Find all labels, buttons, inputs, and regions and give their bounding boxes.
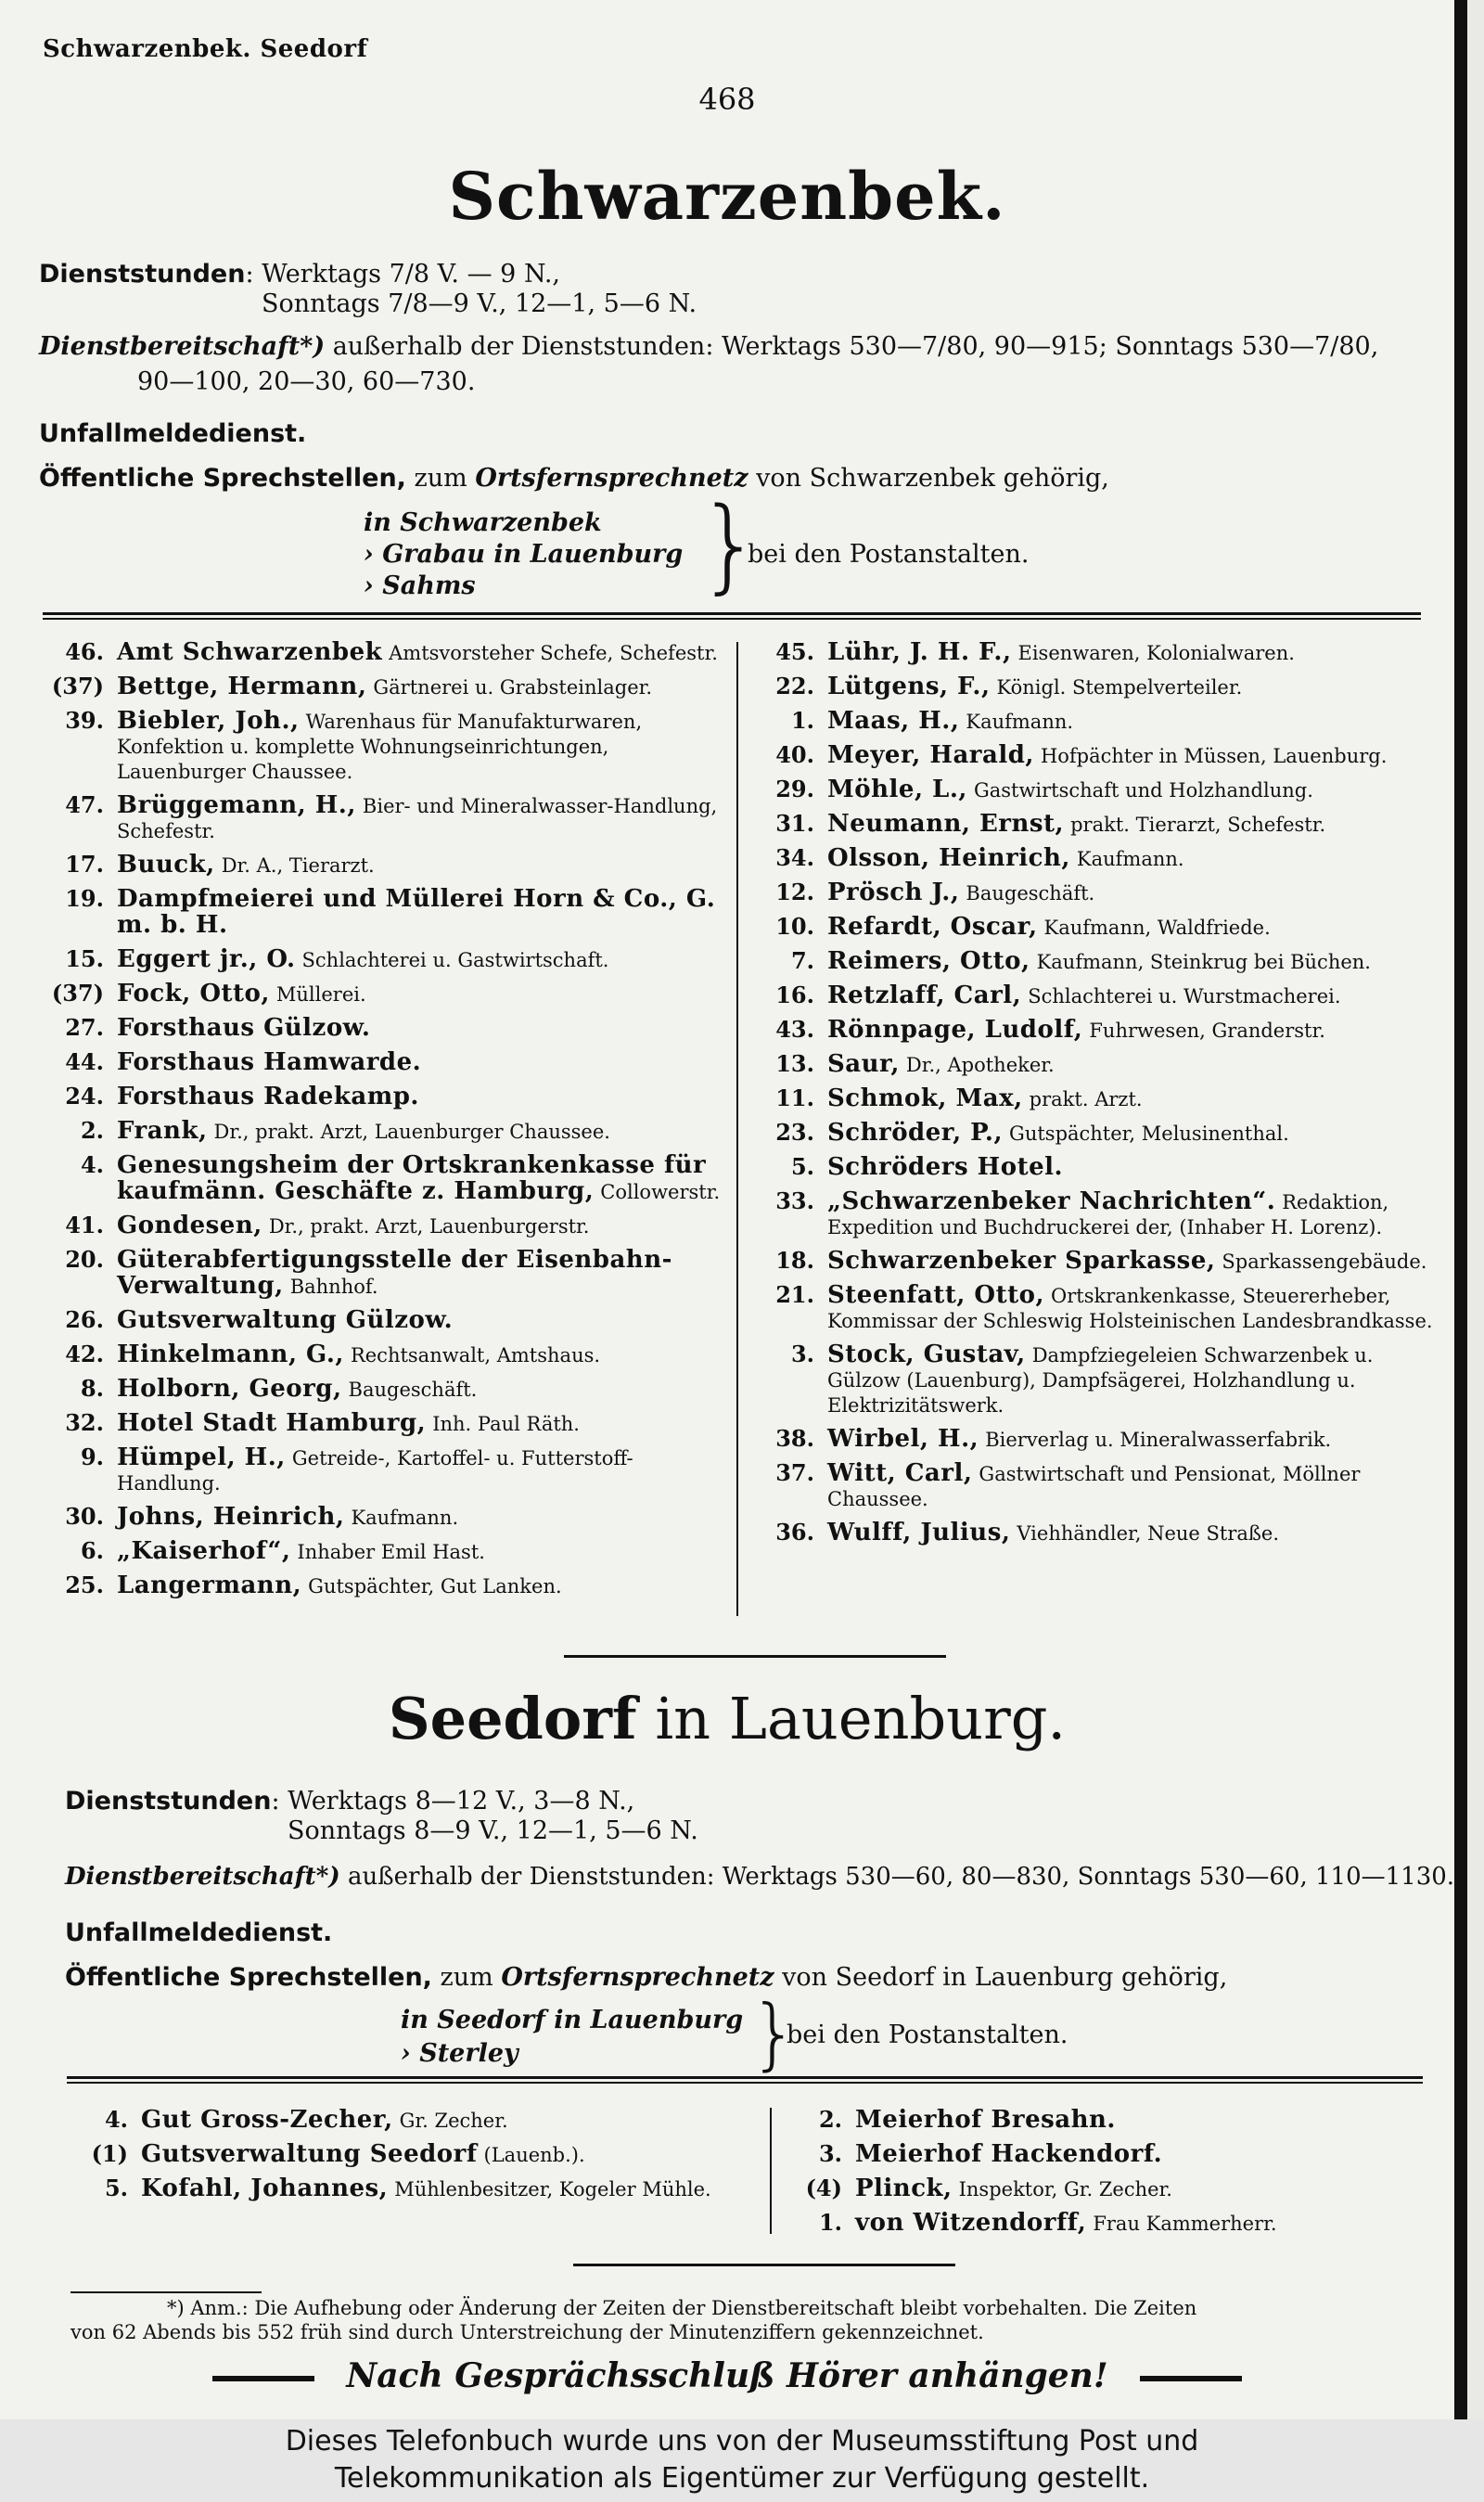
bereitschaft-label: Dienstbereitschaft*): [39, 332, 326, 361]
entry-name: Meierhof Hackendorf.: [855, 2140, 1163, 2168]
list-item: [753, 812, 1439, 838]
unfallmeldedienst: Unfallmeldedienst.: [39, 419, 307, 448]
entry-number: (4): [805, 2175, 842, 2201]
footnote-divider: [573, 2264, 955, 2266]
entry-name: Lühr, J. H. F.,: [827, 638, 1012, 666]
entry-name: Hotel Stadt Hamburg,: [117, 1409, 427, 1437]
entry-name: Saur,: [827, 1050, 900, 1078]
entry-name: von Witzendorff,: [855, 2209, 1087, 2237]
seedorf-column-divider: [770, 2108, 772, 2234]
entry-name: Eggert jr., O.: [117, 945, 296, 973]
entry-description: Müllerei.: [275, 983, 366, 1006]
list-item: [43, 1153, 725, 1205]
entry-description: Bier- und Mineralwasser-Handlung, Schefestr.: [117, 795, 718, 842]
entry-number: 7.: [790, 947, 814, 974]
footer-credit: [0, 2423, 1484, 2497]
entry-name: Meierhof Bresahn.: [855, 2106, 1116, 2134]
entry-number: (37): [51, 980, 104, 1007]
entry-number: 1.: [790, 707, 814, 734]
entry-number: 26.: [65, 1306, 104, 1333]
entry-name: Gondesen,: [117, 1212, 262, 1239]
entry-name: Hümpel, H.,: [117, 1443, 286, 1471]
entry-name: Buuck,: [117, 851, 215, 879]
entry-description: Königl. Stempelverteiler.: [996, 676, 1243, 699]
section-divider: [43, 612, 1421, 620]
slogan-dash-left: [212, 2376, 314, 2381]
short-divider: [564, 1655, 946, 1658]
entry-name: Wirbel, H.,: [827, 1425, 979, 1453]
list-item: [753, 777, 1439, 803]
entry-name: Prösch J.,: [827, 879, 960, 906]
entry-name: Witt, Carl,: [827, 1459, 973, 1487]
entry-description: Gutspächter, Melusinenthal.: [1009, 1123, 1289, 1145]
entry-name: „Kaiserhof“,: [117, 1537, 291, 1565]
entry-description: Amtsvorsteher Schefe, Schefestr.: [389, 642, 718, 664]
entry-description: Schlachterei u. Gastwirtschaft.: [301, 949, 609, 971]
list-item: [753, 1249, 1439, 1275]
seedorf-oeffentliche-label: Öffentliche Sprechstellen,: [65, 1963, 432, 1992]
footnote-line1: *) Anm.: Die Aufhebung oder Änderung der Zeiten der Dienstbereitschaft bleibt vorbehalten. Die Zeiten: [167, 2297, 1197, 2319]
bereitschaft-row: [39, 332, 1378, 361]
running-title: Schwarzenbek. Seedorf: [43, 35, 368, 63]
entry-description: Kaufmann, Waldfriede.: [1043, 917, 1271, 939]
entry-name: Forsthaus Hamwarde.: [117, 1048, 422, 1076]
entry-name: Genesungsheim der Ortskrankenkasse für kaufmänn. Geschäfte z. Hamburg,: [117, 1151, 707, 1205]
entry-description: Inh. Paul Räth.: [432, 1413, 580, 1435]
seedorf-bereitschaft-label: Dienstbereitschaft*): [65, 1863, 340, 1891]
entry-name: Lütgens, F.,: [827, 673, 991, 700]
list-item: [781, 2176, 1430, 2202]
seedorf-unfallmeldedienst: Unfallmeldedienst.: [65, 1918, 333, 1947]
entry-description: Dr., prakt. Arzt, Lauenburgerstr.: [268, 1215, 590, 1238]
entry-name: Olsson, Heinrich,: [827, 844, 1070, 872]
entry-name: Gutsverwaltung Seedorf: [141, 2140, 478, 2168]
entry-description: (Lauenb.).: [483, 2144, 585, 2166]
entry-name: Rönnpage, Ludolf,: [827, 1016, 1083, 1044]
list-item: [753, 880, 1439, 906]
entry-description: Inspektor, Gr. Zecher.: [958, 2178, 1172, 2200]
seedorf-oeffentliche-text: zum: [440, 1963, 493, 1992]
list-item: [753, 1189, 1439, 1240]
list-item: [753, 1121, 1439, 1147]
entry-name: Maas, H.,: [827, 707, 960, 735]
bereitschaft-text: außerhalb der Dienststunden: Werktags 530—7/80, 90—915; Sonntags 530—7/80,: [332, 332, 1379, 361]
list-item: [43, 982, 725, 1007]
entry-number: 21.: [775, 1281, 814, 1308]
list-item: [43, 853, 725, 879]
entry-name: Dampfmeierei und Müllerei Horn & Co., G. m. b. H.: [117, 885, 716, 939]
entry-name: Reimers, Otto,: [827, 947, 1030, 975]
list-item: [781, 2142, 1430, 2168]
list-item: [753, 1018, 1439, 1044]
entry-number: 25.: [65, 1572, 104, 1598]
slogan-dash-right: [1140, 2376, 1242, 2381]
entry-number: 23.: [775, 1119, 814, 1146]
entry-number: 45.: [775, 638, 814, 665]
entry-name: Steenfatt, Otto,: [827, 1281, 1044, 1309]
entry-name: Bettge, Hermann,: [117, 673, 367, 700]
seedorf-place-1: in Seedorf in Lauenburg: [401, 2006, 744, 2034]
entry-number: 6.: [80, 1537, 104, 1564]
entry-number: (37): [51, 673, 104, 699]
entry-description: Kaufmann.: [351, 1507, 459, 1529]
entry-description: Sparkassengebäude.: [1222, 1251, 1427, 1273]
entry-name: Wulff, Julius,: [827, 1519, 1011, 1546]
entry-name: Möhle, L.,: [827, 776, 967, 803]
entry-name: Frank,: [117, 1117, 208, 1145]
list-item: [43, 947, 725, 973]
entry-number: 13.: [775, 1050, 814, 1077]
list-item: [43, 640, 725, 666]
oeffentliche-label: Öffentliche Sprechstellen,: [39, 464, 406, 493]
entry-name: Schmok, Max,: [827, 1084, 1023, 1112]
dienststunden-row: Dienststunden: Werktags 7/8 V. — 9 N.,: [39, 260, 561, 289]
entry-name: Güterabfertigungsstelle der Eisenbahn-Verwaltung,: [117, 1246, 672, 1300]
list-item: [43, 1377, 725, 1403]
entry-number: 37.: [775, 1459, 814, 1486]
seedorf-title-bold: Seedorf: [388, 1685, 637, 1752]
entry-name: Forsthaus Radekamp.: [117, 1083, 419, 1110]
entry-number: 19.: [65, 885, 104, 912]
entry-name: Schröder, P.,: [827, 1119, 1004, 1147]
list-item: [43, 1573, 725, 1599]
entry-description: Viehhändler, Neue Straße.: [1017, 1522, 1280, 1545]
list-item: [43, 1411, 725, 1437]
seedorf-title-rest: in Lauenburg.: [655, 1685, 1067, 1752]
entry-number: 9.: [80, 1443, 104, 1470]
entry-description: prakt. Tierarzt, Schefestr.: [1070, 814, 1326, 836]
list-item: [753, 640, 1439, 666]
place-2: › Grabau in Lauenburg: [364, 540, 684, 569]
entry-number: 8.: [80, 1375, 104, 1402]
entry-description: Dampfziegeleien Schwarzenbek u. Gülzow (Lauenburg), Dampfsägerei, Holzhandlung u. Elektrizitätswerk.: [827, 1344, 1374, 1417]
list-item: [753, 1427, 1439, 1453]
oeffentliche-text2: von Schwarzenbek gehörig,: [756, 464, 1109, 493]
list-item: [753, 846, 1439, 872]
slogan-row: [0, 2356, 1454, 2395]
entry-number: 1.: [818, 2209, 842, 2236]
entry-number: 12.: [775, 879, 814, 905]
entry-description: Bierverlag u. Mineralwasserfabrik.: [985, 1429, 1332, 1451]
entry-description: Baugeschäft.: [966, 882, 1095, 905]
list-item: [43, 1119, 725, 1145]
entry-number: 22.: [775, 673, 814, 699]
entry-description: Baugeschäft.: [348, 1379, 478, 1401]
list-item: [753, 709, 1439, 735]
seedorf-dienststunden-line2: Sonntags 8—9 V., 12—1, 5—6 N.: [288, 1816, 698, 1845]
entry-name: Schwarzenbeker Sparkasse,: [827, 1247, 1216, 1275]
list-item: [67, 2176, 753, 2202]
list-item: [43, 1308, 725, 1334]
seedorf-dienststunden-line1: Werktags 8—12 V., 3—8 N.,: [288, 1787, 635, 1816]
entry-number: 4.: [80, 1151, 104, 1178]
entry-name: Plinck,: [855, 2175, 953, 2202]
list-item: [43, 709, 725, 785]
entry-description: Mühlenbesitzer, Kogeler Mühle.: [394, 2178, 711, 2200]
entry-name: Hinkelmann, G.,: [117, 1341, 344, 1368]
entry-number: 3.: [818, 2140, 842, 2167]
list-item: [43, 1248, 725, 1300]
dienststunden-line2: Sonntags 7/8—9 V., 12—1, 5—6 N.: [262, 289, 697, 318]
entry-name: Brüggemann, H.,: [117, 791, 356, 819]
section-title-seedorf: [0, 1685, 1454, 1752]
entry-description: Frau Kammerherr.: [1093, 2213, 1277, 2235]
entry-description: Kaufmann.: [1076, 848, 1184, 870]
list-item: [43, 1016, 725, 1042]
entry-name: Forsthaus Gülzow.: [117, 1014, 371, 1042]
list-item: [753, 674, 1439, 700]
seedorf-oeffentliche-row: [65, 1963, 1227, 1992]
entry-name: Refardt, Oscar,: [827, 913, 1038, 941]
list-item: [753, 983, 1439, 1009]
entry-number: 42.: [65, 1341, 104, 1367]
schwarzenbek-left-column: [43, 640, 725, 1608]
entry-description: Gastwirtschaft und Holzhandlung.: [973, 779, 1313, 802]
entry-description: Inhaber Emil Hast.: [297, 1541, 485, 1563]
list-item: [43, 1445, 725, 1496]
entry-description: Warenhaus für Manufakturwaren, Konfektion u. komplette Wohnungseinrichtungen, Lauenburger Chaussee.: [117, 711, 643, 783]
entry-number: 17.: [65, 851, 104, 878]
seedorf-dienststunden-row: Dienststunden: Werktags 8—12 V., 3—8 N.,: [65, 1787, 635, 1816]
footer-line2: Telekommunikation als Eigentümer zur Verfügung gestellt.: [334, 2462, 1150, 2495]
entry-number: 30.: [65, 1503, 104, 1530]
entry-description: Gastwirtschaft und Pensionat, Möllner Chaussee.: [827, 1463, 1361, 1510]
entry-number: 20.: [65, 1246, 104, 1273]
entry-description: Getreide-, Kartoffel- u. Futterstoff-Handlung.: [117, 1447, 633, 1495]
entry-description: Dr., Apotheker.: [905, 1054, 1055, 1076]
entry-description: Collowerstr.: [600, 1181, 721, 1203]
seedorf-places-suffix: bei den Postanstalten.: [787, 2021, 1068, 2049]
entry-name: Stock, Gustav,: [827, 1341, 1026, 1368]
list-item: [43, 1505, 725, 1531]
seedorf-left-column: [67, 2108, 753, 2211]
entry-name: Neumann, Ernst,: [827, 810, 1065, 838]
entry-description: Gutspächter, Gut Lanken.: [308, 1575, 562, 1597]
entry-number: 41.: [65, 1212, 104, 1238]
schwarzenbek-right-column: [753, 640, 1439, 1555]
slogan: Nach Gesprächsschluß Hörer anhängen!: [346, 2356, 1108, 2395]
entry-number: 11.: [775, 1084, 814, 1111]
entry-description: Fuhrwesen, Granderstr.: [1089, 1020, 1325, 1042]
entry-name: „Schwarzenbeker Nachrichten“.: [827, 1187, 1276, 1215]
entry-number: 4.: [104, 2106, 128, 2133]
brace-icon: }: [697, 485, 762, 604]
entry-name: Fock, Otto,: [117, 980, 270, 1007]
entry-description: Gärtnerei u. Grabsteinlager.: [373, 676, 653, 699]
footnote-short-rule: [70, 2291, 262, 2293]
entry-name: Meyer, Harald,: [827, 741, 1034, 769]
entry-number: 24.: [65, 1083, 104, 1110]
list-item: [67, 2108, 753, 2134]
list-item: [753, 1461, 1439, 1512]
entry-number: 46.: [65, 638, 104, 665]
oeffentliche-row: [39, 464, 1109, 493]
entry-description: prakt. Arzt.: [1029, 1088, 1143, 1110]
entry-number: 16.: [775, 982, 814, 1008]
entry-number: 29.: [775, 776, 814, 802]
entry-name: Langermann,: [117, 1572, 302, 1599]
dienststunden-label: Dienststunden: [39, 260, 246, 289]
entry-description: Kaufmann.: [966, 711, 1074, 733]
seedorf-right-column: [781, 2108, 1430, 2245]
list-item: [753, 949, 1439, 975]
seedorf-place-2: › Sterley: [401, 2039, 518, 2068]
entry-name: Kofahl, Johannes,: [141, 2175, 389, 2202]
page-number: 468: [698, 82, 756, 117]
entry-description: Dr., prakt. Arzt, Lauenburger Chaussee.: [213, 1121, 610, 1143]
list-item: [67, 2142, 753, 2168]
entry-number: 33.: [775, 1187, 814, 1214]
column-divider: [736, 642, 738, 1616]
list-item: [753, 1520, 1439, 1546]
entry-number: 18.: [775, 1247, 814, 1274]
list-item: [753, 1086, 1439, 1112]
entry-description: Schlachterei u. Wurstmacherei.: [1028, 985, 1341, 1007]
list-item: [753, 1342, 1439, 1418]
entry-number: 43.: [775, 1016, 814, 1043]
entry-name: Johns, Heinrich,: [117, 1503, 345, 1531]
entry-number: 39.: [65, 707, 104, 734]
entry-name: Holborn, Georg,: [117, 1375, 342, 1403]
entry-number: 36.: [775, 1519, 814, 1546]
entry-name: Gutsverwaltung Gülzow.: [117, 1306, 454, 1334]
entry-description: Bahnhof.: [289, 1276, 378, 1298]
entry-number: 34.: [775, 844, 814, 871]
entry-description: Rechtsanwalt, Amtshaus.: [350, 1344, 601, 1366]
dienststunden-line1: Werktags 7/8 V. — 9 N.,: [262, 260, 561, 289]
entry-description: Kaufmann, Steinkrug bei Büchen.: [1036, 951, 1371, 973]
entry-number: 44.: [65, 1048, 104, 1075]
footnote-line2: von 62 Abends bis 552 früh sind durch Unterstreichung der Minutenziffern gekennzeichnet.: [70, 2321, 984, 2343]
list-item: [43, 1084, 725, 1110]
list-item: [753, 743, 1439, 769]
list-item: [43, 1213, 725, 1239]
entry-number: 2.: [818, 2106, 842, 2133]
list-item: [43, 1050, 725, 1076]
entry-name: Gut Gross-Zecher,: [141, 2106, 393, 2134]
entry-name: Retzlaff, Carl,: [827, 982, 1022, 1009]
seedorf-divider: [67, 2076, 1423, 2084]
entry-number: 38.: [775, 1425, 814, 1452]
entry-description: Ortskrankenkasse, Steuererheber, Kommissar der Schleswig Holsteinischen Landesbrandkasse.: [827, 1285, 1433, 1332]
entry-number: 5.: [104, 2175, 128, 2201]
entry-description: Redaktion, Expedition und Buchdruckerei der, (Inhaber H. Lorenz).: [827, 1191, 1389, 1238]
list-item: [43, 793, 725, 844]
seedorf-ortsfern-label: Ortsfernsprechnetz: [501, 1963, 774, 1992]
list-item: [753, 1283, 1439, 1334]
seedorf-bereitschaft-row: [65, 1863, 1454, 1891]
entry-name: Amt Schwarzenbek: [117, 638, 383, 666]
list-item: [781, 2211, 1430, 2237]
place-3: › Sahms: [364, 571, 476, 600]
list-item: [43, 1342, 725, 1368]
entry-name: Schröders Hotel.: [827, 1153, 1064, 1181]
entry-number: 2.: [80, 1117, 104, 1144]
seedorf-oeffentliche-text2: von Seedorf in Lauenburg gehörig,: [782, 1963, 1228, 1992]
places-suffix: bei den Postanstalten.: [748, 540, 1030, 569]
oeffentliche-text: zum: [414, 464, 467, 493]
list-item: [753, 1155, 1439, 1181]
footer-line1: Dieses Telefonbuch wurde uns von der Museumsstiftung Post und: [285, 2425, 1199, 2457]
list-item: [753, 1052, 1439, 1078]
entry-number: 5.: [790, 1153, 814, 1180]
entry-number: 40.: [775, 741, 814, 768]
entry-description: Eisenwaren, Kolonialwaren.: [1017, 642, 1295, 664]
entry-name: Biebler, Joh.,: [117, 707, 300, 735]
entry-description: Gr. Zecher.: [399, 2110, 508, 2132]
seedorf-dienststunden-label: Dienststunden: [65, 1787, 272, 1816]
entry-description: Hofpächter in Müssen, Lauenburg.: [1040, 745, 1388, 767]
entry-number: 32.: [65, 1409, 104, 1436]
place-1: in Schwarzenbek: [364, 508, 602, 537]
list-item: [43, 674, 725, 700]
entry-number: 27.: [65, 1014, 104, 1041]
entry-description: Dr. A., Tierarzt.: [221, 854, 375, 877]
list-item: [753, 915, 1439, 941]
entry-number: 3.: [790, 1341, 814, 1367]
bereitschaft-text2: 90—100, 20—30, 60—730.: [137, 367, 476, 396]
entry-number: (1): [91, 2140, 128, 2167]
entry-number: 47.: [65, 791, 104, 818]
seedorf-brace-icon: }: [749, 1988, 800, 2079]
section-title-schwarzenbek: Schwarzenbek.: [448, 158, 1006, 235]
list-item: [43, 1539, 725, 1565]
ortsfern-label: Ortsfernsprechnetz: [475, 464, 748, 493]
entry-number: 15.: [65, 945, 104, 972]
list-item: [43, 887, 725, 939]
entry-number: 10.: [775, 913, 814, 940]
seedorf-bereitschaft-text: außerhalb der Dienststunden: Werktags 530—60, 80—830, Sonntags 530—60, 110—1130.: [347, 1863, 1455, 1891]
entry-number: 31.: [775, 810, 814, 837]
list-item: [781, 2108, 1430, 2134]
